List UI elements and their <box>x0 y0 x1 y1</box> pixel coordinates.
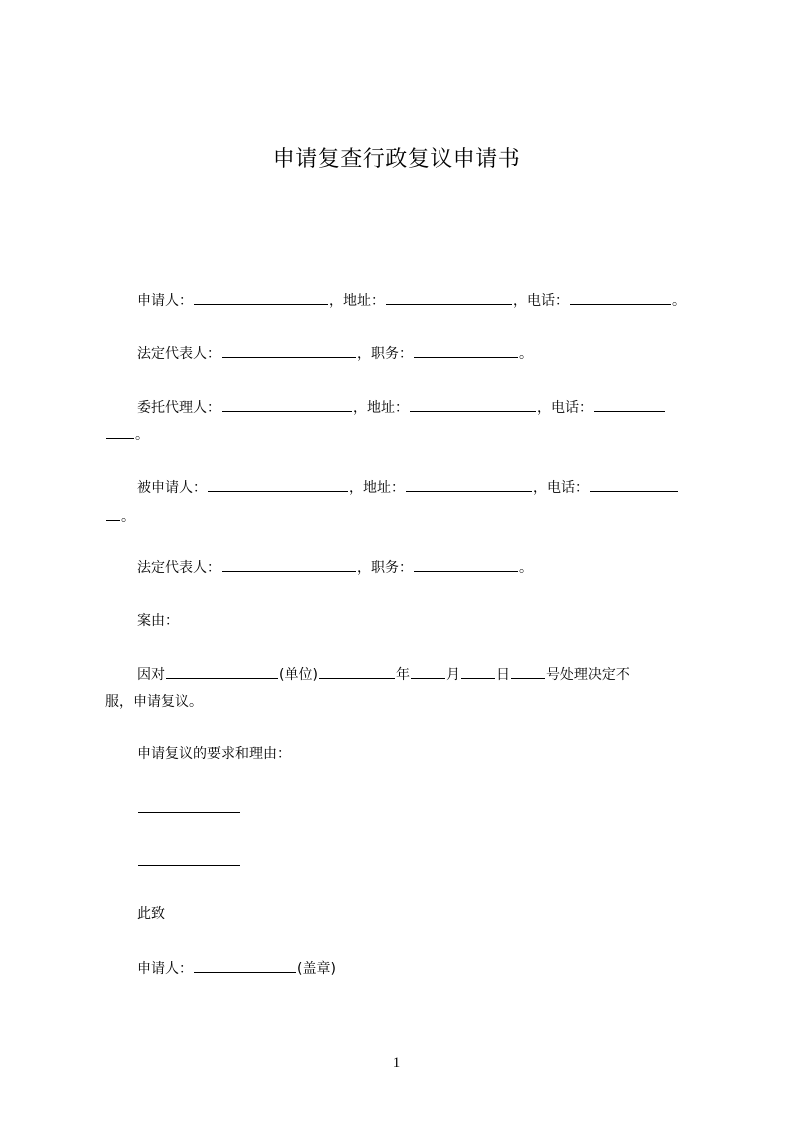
respondent-label: 被申请人： <box>137 480 207 496</box>
agent-line-cont <box>105 421 701 449</box>
respondent-legal-rep-line <box>105 554 733 582</box>
agent-address-blank[interactable] <box>410 394 536 412</box>
end-mark: 。 <box>121 509 135 525</box>
end-mark: 。 <box>519 560 533 576</box>
address-label: ，地址： <box>353 400 409 416</box>
signature-label: 申请人： <box>137 961 193 977</box>
year-label: 年 <box>395 667 410 683</box>
closing-line <box>105 900 733 928</box>
signature-blank[interactable] <box>194 955 296 973</box>
respondent-phone-blank[interactable] <box>590 474 678 492</box>
requests-label: 申请复议的要求和理由： <box>137 746 291 762</box>
requests-blank-line-2 <box>105 848 733 876</box>
unit-label: (单位) <box>279 667 318 683</box>
respondent-line <box>105 474 733 502</box>
agent-name-blank[interactable] <box>222 394 352 412</box>
legal-rep-label: 法定代表人： <box>137 560 221 576</box>
applicant-address-blank[interactable] <box>386 287 512 305</box>
end-mark: 。 <box>519 346 533 362</box>
case-label: 案由： <box>137 613 179 629</box>
year-blank[interactable] <box>319 661 395 679</box>
case-detail-cont-text: 服，申请复议。 <box>105 694 203 710</box>
respondent-position-blank[interactable] <box>414 554 518 572</box>
case-detail-line <box>105 661 733 689</box>
day-blank[interactable] <box>461 661 495 679</box>
position-label: ，职务： <box>357 346 413 362</box>
address-label: ，地址： <box>329 293 385 309</box>
requests-blank-1[interactable] <box>138 795 240 813</box>
agent-label: 委托代理人： <box>137 400 221 416</box>
case-prefix: 因对 <box>137 667 165 683</box>
phone-label: ，电话： <box>513 293 569 309</box>
requests-blank-2[interactable] <box>138 848 240 866</box>
respondent-phone-blank-cont[interactable] <box>106 503 120 521</box>
signature-line <box>105 955 733 983</box>
requests-blank-line-1 <box>105 795 733 823</box>
requests-label-line <box>105 740 733 768</box>
agent-phone-blank[interactable] <box>594 394 665 412</box>
closing-text: 此致 <box>137 906 165 922</box>
page-number: 1 <box>392 1055 401 1071</box>
month-label: 月 <box>445 667 460 683</box>
applicant-name-blank[interactable] <box>194 287 328 305</box>
respondent-address-blank[interactable] <box>406 474 532 492</box>
respondent-name-blank[interactable] <box>208 474 348 492</box>
applicant-phone-blank[interactable] <box>570 287 671 305</box>
legal-rep-blank[interactable] <box>222 340 356 358</box>
agent-line <box>105 394 733 422</box>
day-label: 日 <box>495 667 510 683</box>
end-mark: 。 <box>135 427 149 443</box>
legal-rep-label: 法定代表人： <box>137 346 221 362</box>
applicant-label: 申请人： <box>137 293 193 309</box>
end-mark: 。 <box>672 293 686 309</box>
respondent-legal-rep-blank[interactable] <box>222 554 356 572</box>
decision-text: 号处理决定不 <box>545 667 630 683</box>
number-blank[interactable] <box>511 661 545 679</box>
position-label: ，职务： <box>357 560 413 576</box>
phone-label: ，电话： <box>533 480 589 496</box>
position-blank[interactable] <box>414 340 518 358</box>
legal-rep-line <box>105 340 733 368</box>
respondent-line-cont <box>105 503 701 531</box>
address-label: ，地址： <box>349 480 405 496</box>
case-detail-line-cont <box>105 688 701 716</box>
applicant-line <box>105 287 733 315</box>
document-title: 申请复查行政复议申请书 <box>272 147 521 172</box>
case-label-line <box>105 607 733 635</box>
unit-name-blank[interactable] <box>166 661 278 679</box>
month-blank[interactable] <box>411 661 445 679</box>
agent-phone-blank-cont[interactable] <box>106 421 134 439</box>
phone-label: ，电话： <box>537 400 593 416</box>
seal-label: (盖章) <box>297 961 336 977</box>
